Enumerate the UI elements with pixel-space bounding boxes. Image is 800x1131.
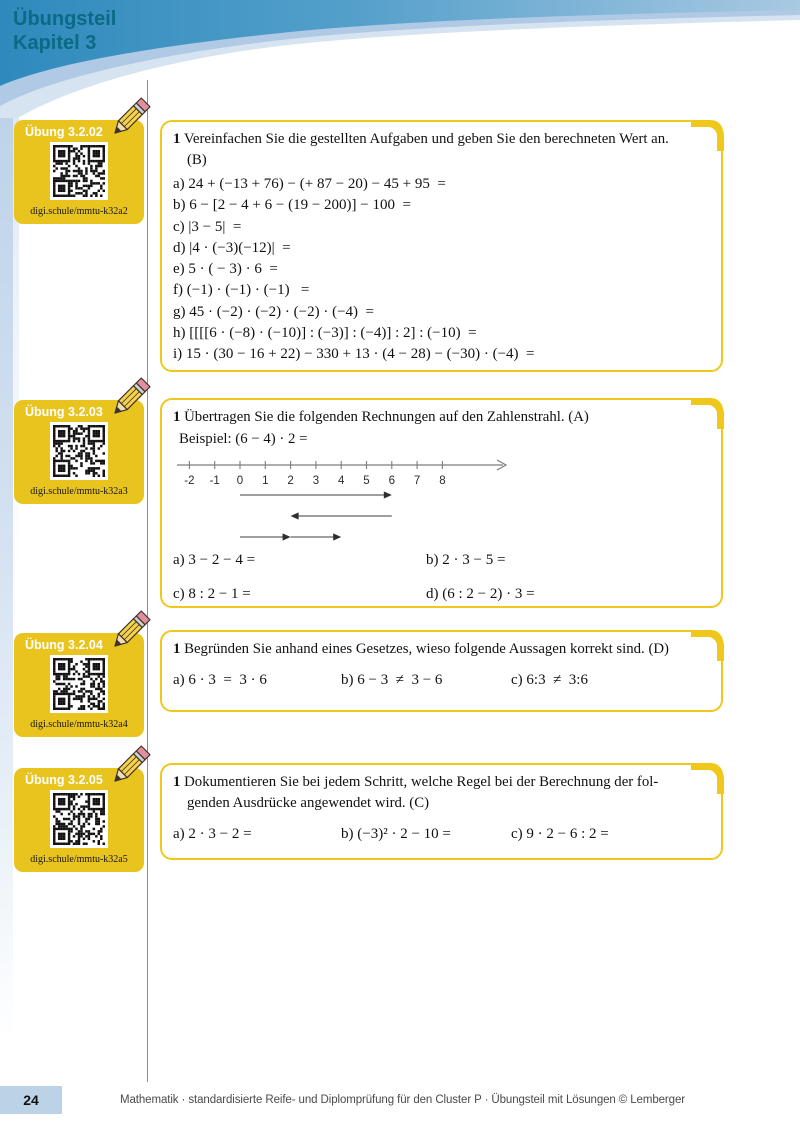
uebung-label: Übung 3.2.04 [25, 638, 103, 652]
exercise-title-line [173, 639, 710, 660]
exercise-item [173, 581, 426, 608]
exercise-item [173, 259, 710, 280]
exercise-title: Begründen Sie anhand eines Gesetzes, wieso folgende Aussagen korrekt sind. (D) [184, 641, 669, 657]
item-expression: 15 · (30 − 16 + 22) − 330 + 13 · (4 − 28) − (−30) · (−4) = [185, 346, 535, 363]
page-number: 24 [0, 1086, 62, 1114]
exercise-title-continued: (B) [187, 152, 207, 168]
exercise-box [160, 398, 723, 608]
qr-code [50, 142, 108, 200]
svg-text:-2: -2 [184, 475, 195, 487]
item-expression: 3 − 2 − 4 = [188, 552, 256, 568]
exercise-box [160, 120, 723, 372]
uebung-card [14, 400, 144, 504]
exercise-items [173, 174, 710, 366]
exercise-item [173, 238, 710, 259]
pencil-icon [107, 743, 153, 789]
exercise-item [173, 323, 710, 344]
exercise-box [160, 630, 723, 712]
exercise-title: Übertragen Sie die folgenden Rechnungen auf den Zahlenstrahl. (A) [184, 409, 589, 425]
exercise-item [511, 821, 710, 848]
item-label: b) [341, 826, 354, 842]
item-expression: 6 · 3 = 3 · 6 [188, 672, 267, 688]
number-line-diagram [173, 455, 713, 545]
uebung-url: digi.schule/mmtu-k32a2 [30, 206, 128, 217]
exercise-items [173, 547, 710, 608]
uebung-url: digi.schule/mmtu-k32a3 [30, 486, 128, 497]
svg-text:7: 7 [413, 475, 421, 487]
pencil-icon [107, 375, 153, 421]
exercise-item [173, 195, 710, 216]
exercise-title-line [173, 129, 710, 150]
item-label: d) [426, 586, 439, 602]
exercise-item [341, 667, 511, 694]
item-label: b) [426, 552, 439, 568]
item-label: a) [173, 672, 185, 688]
item-expression: 9 · 2 − 6 : 2 = [526, 826, 609, 842]
item-label: a) [173, 552, 185, 568]
uebung-label: Übung 3.2.05 [25, 773, 103, 787]
qr-code [50, 655, 108, 713]
exercise-title: Dokumentieren Sie bei jedem Schritt, welche Regel bei der Berechnung der fol- [184, 774, 659, 790]
item-label: c) [511, 672, 523, 688]
item-label: a) [173, 826, 185, 842]
exercise-item [173, 547, 426, 574]
item-label: h) [173, 325, 186, 342]
uebung-url: digi.schule/mmtu-k32a4 [30, 719, 128, 730]
qr-code [50, 422, 108, 480]
uebung-url: digi.schule/mmtu-k32a5 [30, 854, 128, 865]
pencil-icon [107, 608, 153, 654]
svg-text:2: 2 [287, 475, 294, 487]
exercise-item [173, 344, 710, 365]
item-label: c) [511, 826, 523, 842]
qr-code-image [53, 425, 105, 477]
exercise-number: 1 [173, 131, 181, 147]
svg-text:0: 0 [236, 475, 244, 487]
exercise-items [173, 667, 710, 694]
item-label: i) [173, 346, 183, 363]
item-expression: (−3)² · 2 − 10 = [357, 826, 451, 842]
svg-text:4: 4 [337, 475, 345, 487]
item-label: e) [173, 261, 185, 278]
item-expression: |3 − 5| = [188, 218, 242, 235]
example-line: Beispiel: (6 − 4) · 2 = [179, 431, 308, 447]
column-divider-line [147, 80, 148, 1082]
item-label: a) [173, 176, 185, 192]
item-expression: (−1) · (−1) · (−1) = [186, 282, 310, 299]
item-expression: 5 · ( − 3) · 6 = [188, 261, 278, 278]
exercise-item [173, 667, 341, 694]
qr-code-image [53, 793, 105, 845]
item-label: c) [173, 218, 185, 235]
exercise-title-continued: genden Ausdrücke angewendet wird. (C) [187, 795, 430, 811]
svg-text:3: 3 [312, 475, 320, 487]
svg-text:5: 5 [363, 475, 370, 487]
header-title-line1: Übungsteil [13, 8, 117, 30]
exercise-item [173, 302, 710, 323]
qr-code [50, 790, 108, 848]
exercise-number: 1 [173, 774, 181, 790]
item-expression: 2 · 3 − 2 = [188, 826, 252, 842]
item-label: b) [341, 672, 354, 688]
footer-text: Mathematik · standardisierte Reife- und Diplomprüfung für den Cluster P · Übungsteil mit Lösungen © Lemberger [120, 1094, 685, 1106]
item-expression: 45 · (−2) · (−2) · (−2) · (−4) = [189, 303, 374, 320]
item-label: b) [173, 197, 186, 214]
exercise-item [173, 174, 710, 195]
item-label: g) [173, 303, 186, 320]
item-expression: 6 − 3 ≠ 3 − 6 [357, 672, 443, 688]
exercise-number: 1 [173, 409, 181, 425]
item-expression: 24 + (−13 + 76) − (+ 87 − 20) − 45 + 95 = [188, 176, 446, 192]
item-expression: 2 · 3 − 5 = [442, 552, 506, 568]
exercise-number: 1 [173, 641, 181, 657]
pencil-icon [107, 95, 153, 141]
item-label: c) [173, 586, 185, 602]
item-expression: |4 · (−3)(−12)| = [189, 239, 291, 256]
qr-code-image [53, 658, 105, 710]
svg-text:8: 8 [439, 475, 446, 487]
left-margin-decoration [0, 118, 13, 1058]
uebung-label: Übung 3.2.02 [25, 125, 103, 139]
svg-text:6: 6 [388, 475, 396, 487]
qr-code-image [53, 145, 105, 197]
exercise-items [173, 821, 710, 848]
exercise-title-line [173, 407, 710, 428]
exercise-title-line [173, 772, 710, 793]
item-expression: [[[[6 · (−8) · (−10)] : (−3)] : (−4)] : 2] : (−10) = [189, 325, 477, 342]
uebung-label: Übung 3.2.03 [25, 405, 103, 419]
svg-text:-1: -1 [209, 475, 220, 487]
page-header [13, 7, 116, 55]
uebung-card [14, 633, 144, 737]
exercise-item [173, 280, 710, 301]
header-title-line2: Kapitel 3 [13, 32, 97, 54]
exercise-title: Vereinfachen Sie die gestellten Aufgaben und geben Sie den berechneten Wert an. [183, 131, 669, 147]
item-expression: (6 : 2 − 2) · 3 = [442, 586, 535, 602]
exercise-item [341, 821, 511, 848]
item-label: d) [173, 239, 186, 256]
exercise-box [160, 763, 723, 860]
exercise-item [426, 547, 710, 574]
item-expression: 8 : 2 − 1 = [188, 586, 251, 602]
item-expression: 6 − [2 − 4 + 6 − (19 − 200)] − 100 = [189, 197, 411, 214]
item-label: f) [173, 282, 183, 299]
uebung-card [14, 768, 144, 872]
exercise-item [511, 667, 710, 694]
item-expression: 6:3 ≠ 3:6 [526, 672, 588, 688]
uebung-card [14, 120, 144, 224]
exercise-item [173, 821, 341, 848]
svg-text:1: 1 [262, 475, 269, 487]
exercise-item [173, 217, 710, 238]
exercise-item [426, 581, 710, 608]
